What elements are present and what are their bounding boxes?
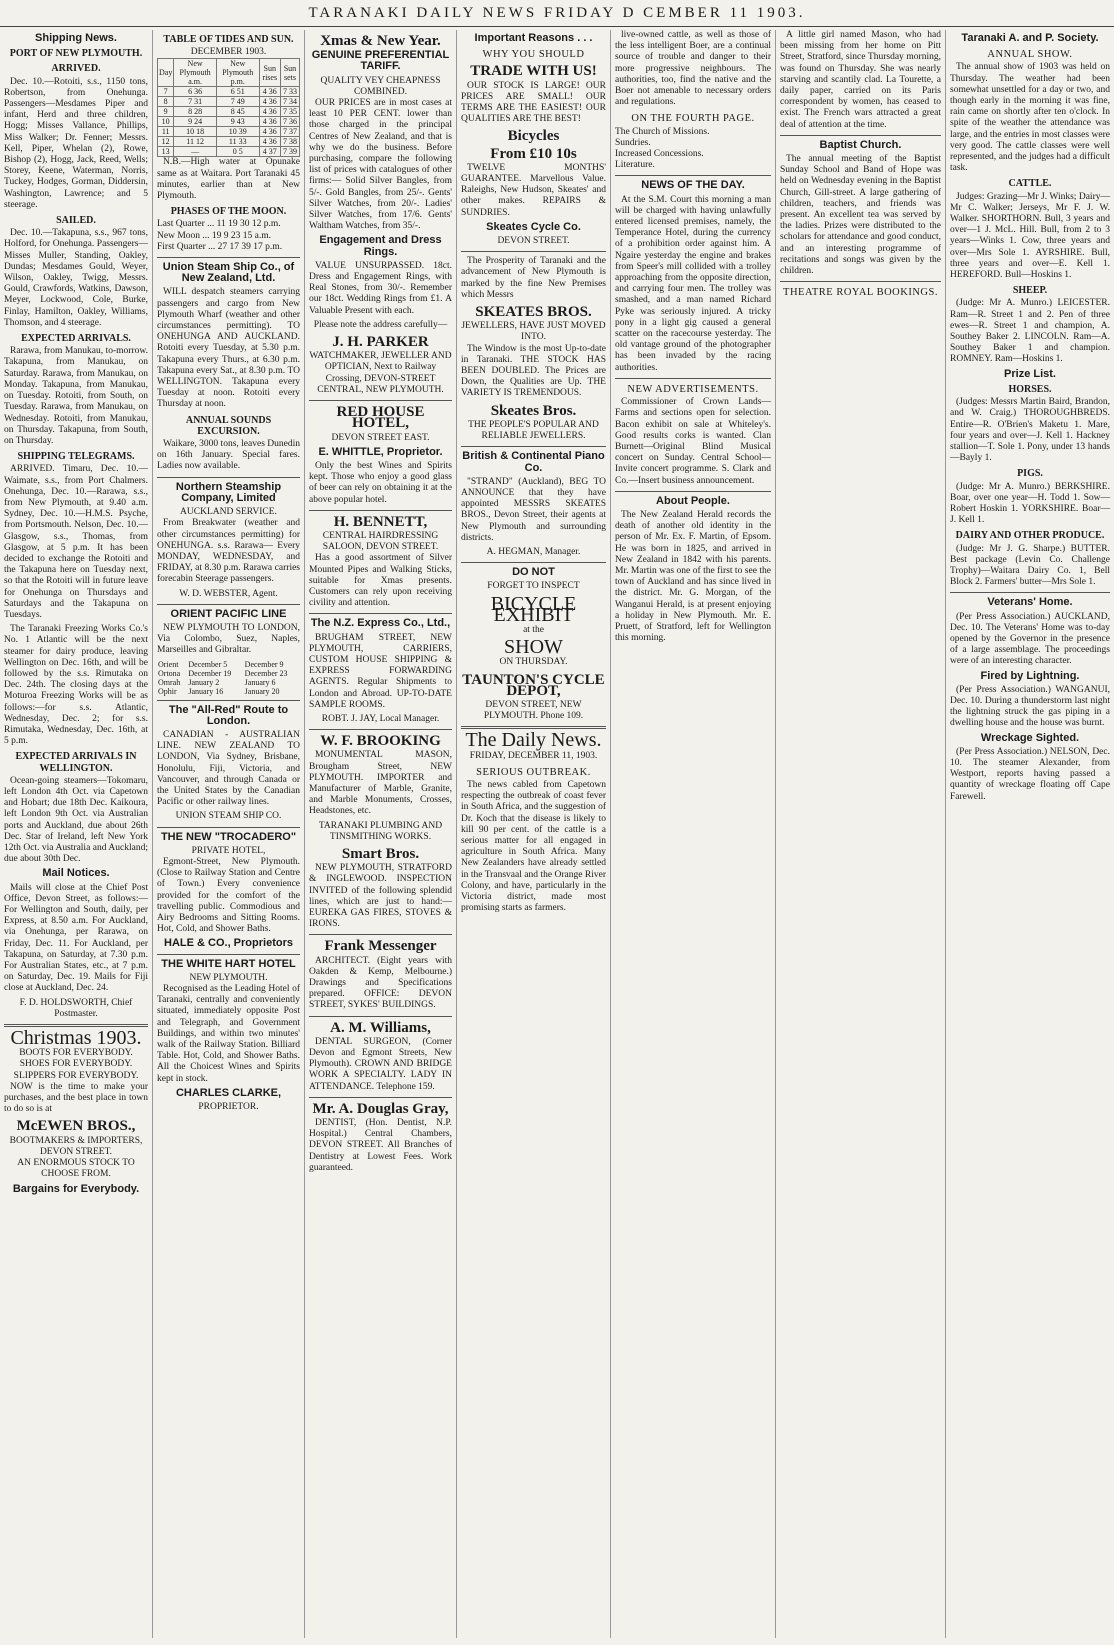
moon-row: Last Quarter ... 11 19 30 12 p.m. <box>157 219 281 230</box>
bicycle-exhibit: BICYCLE EXHIBIT <box>490 592 577 626</box>
divider <box>615 175 771 176</box>
brooking-text: MONUMENTAL MASON, Brougham Street, NEW PLYMOUTH. IMPORTER and Manufacturer of Marble, Granite, and Marble Monuments, Crosses, Headstones, etc. <box>309 750 452 817</box>
divider <box>615 491 771 492</box>
date-line: FRIDAY, DECEMBER 11, 1903. <box>469 750 598 761</box>
lightning-text: (Per Press Association.) WANGANUI, Dec. 10. During a thunderstorm last night the lightning struck the gas piping in a dwelling house and the house was burnt. <box>950 684 1110 729</box>
orient-title: ORIENT PACIFIC LINE <box>170 607 287 620</box>
cell: 11 <box>158 127 174 137</box>
tides-month: DECEMBER 1903. <box>190 47 267 58</box>
nz-express-title: The N.Z. Express Co., Ltd., <box>310 617 451 630</box>
society-title: Taranaki A. and P. Society. <box>961 32 1099 44</box>
postmaster: F. D. HOLDSWORTH, Chief Postmaster. <box>19 997 133 1019</box>
cell: 4 36 <box>259 97 280 107</box>
pigs-text: (Judge: Mr A. Munro.) BERKSHIRE. Boar, over one year—H. Todd 1. Sow—Robert Hoskin 1. YORKSHIRE. Boar—J. Kell 1. <box>950 481 1110 526</box>
column-ads <box>304 30 456 1638</box>
cell: 8 <box>158 97 174 107</box>
cell: January 16 <box>188 686 224 696</box>
xmas-line-3: SLIPPERS FOR EVERYBODY. <box>13 1070 139 1081</box>
table-row <box>158 127 300 137</box>
freezing-text: The Taranaki Freezing Works Co.'s No. 1 Atlantic will be the next steamer for dairy produce, leaving Wellington on Dec. 16th, and will be followed by the s.s. Rimutaka on Dec. 24th. The closing days at the Moturoa Freezing Works will be as follows:—for s.s. Atlantic, Wednesday, Dec. 2; for s.s. Rimutaka, Wednesday, Dec. 16th, at 5 p.m. <box>4 624 148 747</box>
telegrams-text: ARRIVED. Timaru, Dec. 10.—Waimate, s.s., from Port Chalmers. Onehunga, Dec. 10.—Rarawa, s.s., from New Plymouth, at 9.40 a.m. Sydney, Dec. 10.—H.M.S. Psyche, from Portsmouth. Nelson, Dec. 10.—Glasgow, s.s., Thomas, from Glasgow, at 5 p.m. It has been decided to exchange the Rotoiti and the Takapuna here on Tuesday next, so that the Rotoiti will in future leave for Onehunga on Thursdays and Saturdays and the Takapuna on Tuesdays. <box>4 464 148 620</box>
wellington-title: EXPECTED ARRIVALS IN WELLINGTON. <box>15 751 137 774</box>
cell: December 5 <box>188 659 228 669</box>
theatre-title: THEATRE ROYAL BOOKINGS. <box>783 287 938 299</box>
excursion-title: ANNUAL SOUNDS EXCURSION. <box>185 414 272 437</box>
arrived-title: ARRIVED. <box>51 63 101 75</box>
xmas-title: Christmas 1903. <box>10 1027 142 1050</box>
bennett-sub: CENTRAL HAIRDRESSING SALOON, DEVON STREET. <box>322 530 439 553</box>
trade-text: OUR STOCK IS LARGE! OUR PRICES ARE SMALL! OUR TERMS ARE THE EASIEST! OUR QUALITIES ARE THE BEST! <box>461 80 606 125</box>
arrived-text: Dec. 10.—Rotoiti, s.s., 1150 tons, Robertson, from Onehunga. Passengers—Mesdames Piper and infant, Herd and three children, Hogg; Misses Vallance, Phillips, Miss Walker; Dr. Fenner; Messrs. Kell, Piper, Whelan (2), Rowe, Bishop (2), Hogg, Jack, Reed, Wells; Storey, Keene, Waterman, Norris, Tuckey, Hodges, Gorman, Diddersin, Washington, Lawrence; and 5 steerage. <box>4 76 148 210</box>
trocadero-title: THE NEW "TROCADERO" <box>160 830 297 843</box>
cell: — <box>174 147 217 157</box>
allred-title: The "All-Red" Route to London. <box>168 703 289 727</box>
about-text: The New Zealand Herald records the death of another old identity in the person of Mr. Ex. F. Martin, of Epsom. He was born in 1825, and arrived in New Zealand in 1842 with his parents. Mr. Martin was one of the first to see the town of Auckland and has since lived in the district. Mr. G. Morgan, of the Wanganui Herald, is at present enjoying a holiday in New Plymouth. Mr. E. Pruett, of Stratford, left for Wellington this morning. <box>615 509 771 644</box>
cell: 4 37 <box>259 147 280 157</box>
white-hart-title: THE WHITE HART HOTEL <box>161 957 296 970</box>
column-society <box>945 30 1114 1638</box>
cell: 11 12 <box>174 137 217 147</box>
allred-agent: UNION STEAM SHIP CO. <box>175 811 282 822</box>
horses-text: (Judges: Messrs Martin Baird, Brandon, and W. Craig.) THOROUGHBREDS. Entire—R. O'Brien's Maketu 1. Mare, four years and over—J. Kell 1. Hackney stallion—T. Sole 1. Pony, under 13 hands—Bayly 1. <box>950 397 1110 464</box>
wellington-text: Ocean-going steamers—Tokomaru, left London 4th Oct. via Capetown and Hobart; due 18th Dec. Kaikoura, left London 9th Oct. via Australian ports and Auckland, due about 26th Dec. Star of Ireland, left New York 12th Oct. via Australia and Auckland; due about 30th Dec. <box>4 775 148 865</box>
quality-line: QUALITY VEY CHEAPNESS COMBINED. <box>320 75 441 97</box>
sailed-text: Dec. 10.—Takapuna, s.s., 967 tons, Holford, for Onehunga. Passengers—Misses Muller, Standing, Oakley, Dundas; Mesdames Gould, Weyer, Wilson, Oakley, Twigg, Messrs. Gould, Crawfords, Watkins, Dawson, Meyer, Lockwood, Cole, Burke, Finlay, Hamilton, Oakley, Williams, Thomson, and 4 steerage. <box>4 228 148 328</box>
cell: January 6 <box>244 677 276 687</box>
northern-title: Northern Steamship Company, Limited <box>175 480 282 504</box>
skeates-cycle-sub: DEVON STREET. <box>497 236 570 247</box>
baptist-text: The annual meeting of the Baptist Sunday School and Band of Hope was held on Wednesday evening in the Baptist Church, Gill-street. A large gathering of children, teachers, and friends was present. An excellent tea was served by the ladies. Prizes were distributed to the scholars for attendance and good conduct, and an interesting programme of recitations and songs was given by the children. <box>780 154 941 277</box>
charles-sub: PROPRIETOR. <box>198 1102 259 1113</box>
divider <box>461 446 606 447</box>
divider <box>309 400 452 401</box>
cell: 8 45 <box>216 107 259 117</box>
expected-text: Rarawa, from Manukau, to-morrow. Takapuna, from Manukau, on Saturday. Rarawa, from Manukau, on Monday. Takapuna, from Manukau, on Tuesday. Rotoiti, from South, on Tuesday. Rarawa, from Manukau, on Wednesday. Rotoiti, from Manukau, on Thursday. Takapuna, from South, on Thursday. <box>4 346 148 446</box>
forget-line: FORGET TO INSPECT <box>487 581 580 592</box>
cell: 4 36 <box>259 117 280 127</box>
cell: 7 38 <box>280 137 299 147</box>
cell: 9 <box>158 107 174 117</box>
wreckage-title: Wreckage Sighted. <box>980 731 1080 744</box>
divider <box>309 934 452 935</box>
cell: 6 51 <box>216 87 259 97</box>
cell: 8 28 <box>174 107 217 117</box>
cell: 7 49 <box>216 97 259 107</box>
cell: January 20 <box>244 686 280 696</box>
show-line: SHOW <box>504 636 563 659</box>
parker-name: J. H. PARKER <box>332 334 429 351</box>
cell: 7 <box>158 87 174 97</box>
northern-text: From Breakwater (weather and other circumstances permitting) for ONEHUNGA. s.s. Rarawa— Every MONDAY, WEDNESDAY, and FRIDAY, at 8.30 p.m. Rarawa carries forecabin Steerage passengers. <box>157 518 300 585</box>
orient-schedule <box>157 660 300 696</box>
trocadero-sub: PRIVATE HOTEL, <box>191 845 266 856</box>
cell: 10 <box>158 117 174 127</box>
bennett-name: H. BENNETT, <box>333 513 428 530</box>
cell: 0 5 <box>216 147 259 157</box>
divider <box>309 1097 452 1098</box>
veterans-title: Veterans' Home. <box>987 596 1073 609</box>
show-text: The annual show of 1903 was held on Thursday. The weather had been somewhat unsettled for a day or two, and though early in the morning it was fine, rain came on shortly after ten o'clock. In spite of the weather the attendance was large, and the entries in most classes were very good. The cattle classes were well represented, and the judges had a difficult task. <box>950 62 1110 174</box>
xmas-text: NOW is the time to make your purchases, and the best place in town to do so is at <box>4 1081 148 1115</box>
cell: 9 43 <box>216 117 259 127</box>
xmas-line-1: BOOTS FOR EVERYBODY. <box>19 1048 133 1059</box>
new-adv-text: Commissioner of Crown Lands—Farms and sections open for selection. Bacon exhibit on sale at Whiteley's. Good results corks is wanted. Clan Burnett—Original Blind Musical concert on Sunday. Central School—Invite concert programme. S. Clark and Co.—Insert business announcement. <box>615 397 771 486</box>
news-text: At the S.M. Court this morning a man will be charged with having unlawfully entered licensed premises, namely, the Temperance Hotel, during the currency of a prohibition order against him. A Ngaire yesterday the engine and brakes from Speer's mill collided with a trolley approaching from the opposite direction, and carrying four men. The trolley was smashed, and a man named Richard Pyke was seriously injured. A tricky pony in a light gig caused a general scatter on the racecourse yesterday. The old vantage ground of the photographer has been invaded by the racing authorities. <box>615 194 771 373</box>
cell: December 23 <box>244 668 288 678</box>
shipping-title: Shipping News. <box>35 32 117 44</box>
xmas-new-year: Xmas & New Year. <box>320 33 441 49</box>
dairy-text: (Judge: Mr J. G. Sharpe.) BUTTER. Best package (Levin Co. Challenge Trophy)—Waitara Dairy Co. 1, Bell Block 2. Farmers' butter—Mrs Sole 1. <box>950 543 1110 588</box>
british-title: British & Continental Piano Co. <box>462 450 605 474</box>
masthead: TARANAKI DAILY NEWS FRIDAY D CEMBER 11 1903. <box>0 0 1114 27</box>
sheep-text: (Judge: Mr A. Munro.) LEICESTER. Ram—R. Street 1 and 2. Pen of three ewes—R. Street 1 and champion, A. Southey Baker 2. LINCOLN. Ram—A. Southey Baker 1 and champion. ROMNEY. Ram—Hoskins 1. <box>950 298 1110 365</box>
cell: 4 36 <box>259 127 280 137</box>
tides-title: TABLE OF TIDES AND SUN. <box>163 34 294 45</box>
cattle-title: CATTLE. <box>1008 178 1052 190</box>
nz-express-agent: ROBT. J. JAY, Local Manager. <box>321 713 440 724</box>
divider <box>309 1016 452 1017</box>
engagement-text: VALUE UNSURPASSED. 18ct. Dress and Engagement Rings, with Real Stones, from 30/-. Remember our 18ct. Wedding Rings from £1. A Valuable Present with each. <box>309 260 452 316</box>
taunton-name: TAUNTON'S CYCLE DEPOT, <box>462 671 605 699</box>
parker-pre: Please note the address carefully— <box>313 319 448 330</box>
whittle-name: E. WHITTLE, Proprietor. <box>318 445 443 458</box>
stock-line: AN ENORMOUS STOCK TO CHOOSE FROM. <box>17 1158 135 1180</box>
divider <box>157 477 300 478</box>
tides-head: Sun rises <box>259 59 280 87</box>
skeates-cycle-name: Skeates Cycle Co. <box>486 220 581 233</box>
tides-head: New Plymouth p.m. <box>216 59 259 87</box>
table-row <box>158 117 300 127</box>
gray-name: Mr. A. Douglas Gray, <box>312 1100 449 1117</box>
horses-title: HORSES. <box>1008 383 1052 395</box>
hale-title: HALE & CO., Proprietors <box>164 937 293 950</box>
orient-text: NEW PLYMOUTH TO LONDON, Via Colombo, Suez, Naples, Marseilles and Gibraltar. <box>157 622 300 656</box>
prize-title: Prize List. <box>1004 367 1056 380</box>
telegrams-title: SHIPPING TELEGRAMS. <box>17 451 135 463</box>
daily-news-title: The Daily News. <box>465 729 602 752</box>
mcewen-name: McEWEN BROS., <box>16 1118 136 1135</box>
skeates-bros-name: SKEATES BROS. <box>475 304 592 321</box>
table-row <box>158 97 300 107</box>
excursion-text: Waikare, 3000 tons, leaves Dunedin on 16th January. Special fares. Ladies now available. <box>157 439 300 472</box>
bicycles-price: From £10 10s <box>490 145 577 162</box>
skeates-bros-sub: JEWELLERS, HAVE JUST MOVED INTO. <box>461 321 606 343</box>
mail-title: Mail Notices. <box>42 867 110 880</box>
sheep-title: SHEEP. <box>1012 285 1048 297</box>
veterans-text: (Per Press Association.) AUCKLAND, Dec. 10. The Veterans' Home was to-day opened by the Governor in the presence of a large assemblage. The proceedings were of an interesting character. <box>950 611 1110 667</box>
brooking-name: W. F. BROOKING <box>320 733 441 750</box>
table-row <box>158 147 300 157</box>
xmas-line-2: SHOES FOR EVERYBODY. <box>19 1059 133 1070</box>
bargains-line: Bargains for Everybody. <box>12 1182 140 1195</box>
smart-name: Smart Bros. <box>341 846 420 862</box>
smart-text: NEW PLYMOUTH, STRATFORD & INGLEWOOD. INSPECTION INVITED of the following splendid lines, which are just to hand:— EUREKA GAS FIRES, STOVES & IRONS. <box>309 863 452 930</box>
trade-line: TRADE WITH US! <box>470 63 597 80</box>
divider <box>309 729 452 730</box>
lead-text: live-owned cattle, as well as those of the less intelligent Boer, are a continual source of trouble and danger to their more progressive neighbours. The authorities, too, find the native and the Boer not amenable to necessary orders and regulations. <box>615 30 771 108</box>
british-manager: A. HEGMAN, Manager. <box>486 546 581 557</box>
moon-row: New Moon ... 19 9 23 15 a.m. <box>157 230 271 241</box>
cell: Orient <box>158 659 179 669</box>
divider <box>157 700 300 701</box>
moon-row: First Quarter ... 27 17 39 17 p.m. <box>157 241 283 252</box>
tides-note: N.B.—High water at Opunake same as at Waitara. Port Taranaki 45 minutes, earlier than at New Plymouth. <box>157 157 300 202</box>
mcewen-sub: BOOTMAKERS & IMPORTERS, DEVON STREET. <box>9 1135 143 1157</box>
cell: 7 36 <box>280 117 299 127</box>
cell: 6 36 <box>174 87 217 97</box>
trocadero-text: Egmont-Street, New Plymouth. (Close to Railway Station and Centre of Town.) Every convenience provided for the comfort of the travelling public. Commodious and Airy Bedrooms and Sitting Rooms. Hot, Cold, and Shower Baths. <box>157 856 300 935</box>
cell: 7 31 <box>174 97 217 107</box>
divider <box>461 562 606 563</box>
cattle-text: Judges: Grazing—Mr J. Winks; Dairy—Mr C. Walker; Jerseys, Mr F. J. W. Walker. SHORTHORN. Bull, 3 years and over—1 J. McL. Hill. Bull, from 2 to 3 years—Winks 1. Cow, three years and over—Mrs Sole 1. AYRSHIRE. Bull, three years and over—E. Kell 1. HEREFORD. Bull—Hoskins 1. <box>950 191 1110 281</box>
bennett-text: Has a good assortment of Silver Mounted Pipes and Walking Sticks, suitable for Xmas presents. Customers can rely upon receiving civility and attention. <box>309 553 452 609</box>
column-news <box>610 30 775 1638</box>
cell: 4 36 <box>259 87 280 97</box>
messenger-text: ARCHITECT. (Eight years with Oakden & Kemp, Melbourne.) Drawings and Specifications prepared. OFFICE: DEVON STREET, SYKES' BUILDINGS. <box>309 955 452 1011</box>
fourth-page-title: ON THE FOURTH PAGE. <box>631 113 755 125</box>
divider <box>157 257 300 258</box>
bicycles-text: TWELVE MONTHS' GUARANTEE. Marvellous Value. Raleighs, New Hudson, Skeates' and other makes. REPAIRS & SUNDRIES. <box>461 162 606 218</box>
fourth-item: Literature. <box>615 160 655 171</box>
cell: 10 39 <box>216 127 259 137</box>
donot-line: DO NOT <box>512 566 555 579</box>
taunton-sub: DEVON STREET, NEW PLYMOUTH. Phone 109. <box>483 699 584 722</box>
williams-text: DENTAL SURGEON, (Corner Devon and Egmont Streets, New Plymouth). CROWN AND BRIDGE WORK A SPECIALTY. LADY IN ATTENDANCE. Telephone 159. <box>309 1036 452 1092</box>
at-the-line: at the <box>523 624 544 635</box>
on-thursday-line: ON THURSDAY. <box>499 657 568 668</box>
divider <box>157 604 300 605</box>
table-row <box>157 660 300 669</box>
divider <box>950 592 1110 593</box>
redhouse-title: RED HOUSE HOTEL, <box>336 404 425 432</box>
pigs-title: PIGS. <box>1017 468 1043 480</box>
baptist-title: Baptist Church. <box>819 138 902 151</box>
moon-title: PHASES OF THE MOON. <box>170 206 287 218</box>
cell: 7 34 <box>280 97 299 107</box>
table-row <box>158 87 300 97</box>
whittle-text: Only the best Wines and Spirits kept. Those who enjoy a good glass of beer can rely on obtaining it at the above popular hotel. <box>309 460 452 505</box>
window-text: The Window is the most Up-to-date in Taranaki. THE STOCK HAS BEEN DOUBLED. The Prices are Down, the Qualities are Up. THE VARIETY IS TREMENDOUS. <box>461 343 606 399</box>
cell: December 19 <box>188 668 232 678</box>
divider <box>780 135 941 136</box>
cell: 12 <box>158 137 174 147</box>
fourth-item: The Church of Missions. <box>615 126 710 137</box>
port-line: PORT OF NEW PLYMOUTH. <box>9 48 143 60</box>
divider <box>780 281 941 282</box>
gray-text: DENTIST, (Hon. Dentist, N.P. Hospital.) Central Chambers, DEVON STREET. All Branches of Dentistry at Lowest Fees. Work guaranteed. <box>309 1118 452 1173</box>
redhouse-sub: DEVON STREET EAST. <box>331 432 430 443</box>
tides-head: Sun sets <box>280 59 299 87</box>
cell: Omrah <box>158 677 181 687</box>
cell: 13 <box>158 147 174 157</box>
about-title: About People. <box>656 494 730 507</box>
cell: 7 37 <box>280 127 299 137</box>
column-local <box>775 30 945 1638</box>
show-title: ANNUAL SHOW. <box>987 49 1073 61</box>
union-title: Union Steam Ship Co., of New Zealand, Ltd. <box>162 261 295 285</box>
northern-agent: W. D. WEBSTER, Agent. <box>179 588 278 599</box>
cell: December 9 <box>244 659 284 669</box>
cell: Ophir <box>158 686 177 696</box>
charles-name: CHARLES CLARKE, <box>175 1086 282 1099</box>
new-adv-title: NEW ADVERTISEMENTS. <box>627 383 759 395</box>
table-row <box>157 669 300 678</box>
cell: 10 18 <box>174 127 217 137</box>
cell: 11 33 <box>216 137 259 147</box>
expected-title: EXPECTED ARRIVALS. <box>21 333 131 345</box>
table-row <box>158 137 300 147</box>
dairy-title: DAIRY AND OTHER PRODUCE. <box>955 530 1105 542</box>
cell: 9 24 <box>174 117 217 127</box>
mail-text: Mails will close at the Chief Post Office, Devon Street, as follows:—For Wellington and South, daily, per Express, at 8.50 a.m. For Auckland, via Onehunga, per Rarawa, on Friday, Dec. 11. For Auckland, per Takapuna, on Saturday, at 7.30 p.m. For Australian States, etc., at 7 p.m. on Saturday, Dec. 19. Mails for Fiji close at Auckland, Dec. 24. <box>4 882 148 994</box>
table-row <box>158 107 300 117</box>
divider <box>615 378 771 379</box>
column-tides <box>152 30 304 1638</box>
cell: January 2 <box>188 677 220 687</box>
white-hart-text: Recognised as the Leading Hotel of Taranaki, centrally and conveniently situated, immediately opposite Post and Telegraph, and Government Buildings, and within two minutes' walk of the Railway Station. Billiard Table. Hot, Cold, and Shower Baths. All the Choicest Wines and Spirits kept in stock. <box>157 984 300 1084</box>
nz-express-text: BRUGHAM STREET, NEW PLYMOUTH, CARRIERS, CUSTOM HOUSE SHIPPING & EXPRESS FORWARDING AGENTS. Regular Shipments to London and Abroad. UP-TO-DATE SAMPLE ROOMS. <box>309 632 452 710</box>
cell: 4 36 <box>259 137 280 147</box>
white-hart-sub: NEW PLYMOUTH. <box>189 972 268 983</box>
outbreak-title: SERIOUS OUTBREAK. <box>476 766 591 778</box>
tariff-title: GENUINE PREFERENTIAL TARIFF. <box>311 49 450 73</box>
williams-name: A. M. Williams, <box>330 1019 431 1036</box>
table-row <box>157 687 300 696</box>
table-row <box>157 678 300 687</box>
column-skeates <box>456 30 610 1638</box>
divider <box>461 251 606 252</box>
skeates-bros2-name: Skeates Bros. <box>490 402 577 419</box>
tides-table <box>157 58 300 157</box>
skeates-text: The Prosperity of Taranaki and the advancement of New Plymouth is marked by the fine New Premises which Messrs <box>461 256 606 300</box>
cell: 7 35 <box>280 107 299 117</box>
cell: 7 39 <box>280 147 299 157</box>
why-line: WHY YOU SHOULD <box>482 49 585 61</box>
tides-head: Day <box>158 59 174 87</box>
divider <box>157 954 300 955</box>
parker-sub: WATCHMAKER, JEWELLER AND OPTICIAN, Next to Railway Crossing, DEVON-STREET CENTRAL, NEW PLYMOUTH. <box>309 351 452 395</box>
cell: 4 36 <box>259 107 280 117</box>
lightning-title: Fired by Lightning. <box>980 669 1080 682</box>
divider <box>157 827 300 828</box>
northern-sub: AUCKLAND SERVICE. <box>180 507 277 518</box>
tariff-text: OUR PRICES are in most cases at least 10 PER CENT. lower than those charged in the principal Centres of New Zealand, and that is why we do the business. Before purchasing, compare the following list of prices with catalogues of other firms:— Solid Silver Bangles, from 5/-. Gold Bangles, from 25/-. Gents' Silver Watches, from 20/-. Ladies' Silver Watches, from 17/6. Gents' Waltham Watches, from 35/-. <box>309 98 452 232</box>
plumbing-line: TARANAKI PLUMBING AND TINSMITHING WORKS. <box>318 820 443 842</box>
cell: 7 33 <box>280 87 299 97</box>
important-title: Important Reasons . . . <box>474 32 593 44</box>
engagement-title: Engagement and Dress Rings. <box>319 234 442 258</box>
tides-head: New Plymouth a.m. <box>174 59 217 87</box>
fourth-item: Sundries. <box>615 137 651 148</box>
divider <box>309 613 452 614</box>
messenger-name: Frank Messenger <box>324 938 437 955</box>
allred-text: CANADIAN - AUSTRALIAN LINE. NEW ZEALAND TO LONDON, Via Sydney, Brisbane, Honolulu, Fiji, Victoria, and Vancouver, and through Canada or the United States by the Canadian Pacific or other railway lines. <box>157 729 300 808</box>
skeates-bros2-sub: THE PEOPLE'S POPULAR AND RELIABLE JEWELLERS. <box>468 419 599 442</box>
bicycles-title: Bicycles <box>507 128 560 145</box>
union-text: WILL despatch steamers carrying passengers and cargo from New Plymouth Wharf (weather and other circumstances permitting). TO ONEHUNGA AND AUCKLAND. Rotoiti every Tuesday, at 5.30 p.m. Takapuna every Thurs., at 6.30 p.m. Takapuna every Sat., at 8.30 p.m. TO WELLINGTON. Takapuna every Tuesday at noon. Rotoiti every Thursday at noon. <box>157 287 300 410</box>
wreckage-text: (Per Press Association.) NELSON, Dec. 10. The steamer Alexander, from Westport, reports having passed a quantity of wreckage floating off Cape Farewell. <box>950 746 1110 802</box>
column-shipping <box>0 30 152 1638</box>
british-text: "STRAND" (Auckland), BEG TO ANNOUNCE that they have appointed MESSRS SKEATES BROS., Devon Street, their agents at New Plymouth and surrounding districts. <box>461 476 606 543</box>
cell: Ortona <box>158 668 181 678</box>
news-title: NEWS OF THE DAY. <box>641 179 745 192</box>
lead-text: A little girl named Mason, who had been missing from her home on Pitt Street, Stratford, since Thursday morning, was found on Thursday. She was nearly starving and scantily clad. La Tourette, a daily paper, carried on its Paris correspondent by women, has ceased to exist. The French wars attracted a great deal of attention at the time. <box>780 30 941 130</box>
fourth-item: Increased Concessions. <box>615 149 704 160</box>
outbreak-text: The news cabled from Capetown respecting the outbreak of coast fever in South Africa, and the suggestion of Dr. Koch that the disease is likely to kill 90 per cent. of the cattle is a serious matter for all engaged in agriculture in South Africa. Many New Zealanders have already settled in the Transvaal and the Orange River Colony, and have, particularly in the Victoria district, made most promising starts as farmers. <box>461 779 606 914</box>
divider <box>309 510 452 511</box>
sailed-title: SAILED. <box>56 215 96 227</box>
